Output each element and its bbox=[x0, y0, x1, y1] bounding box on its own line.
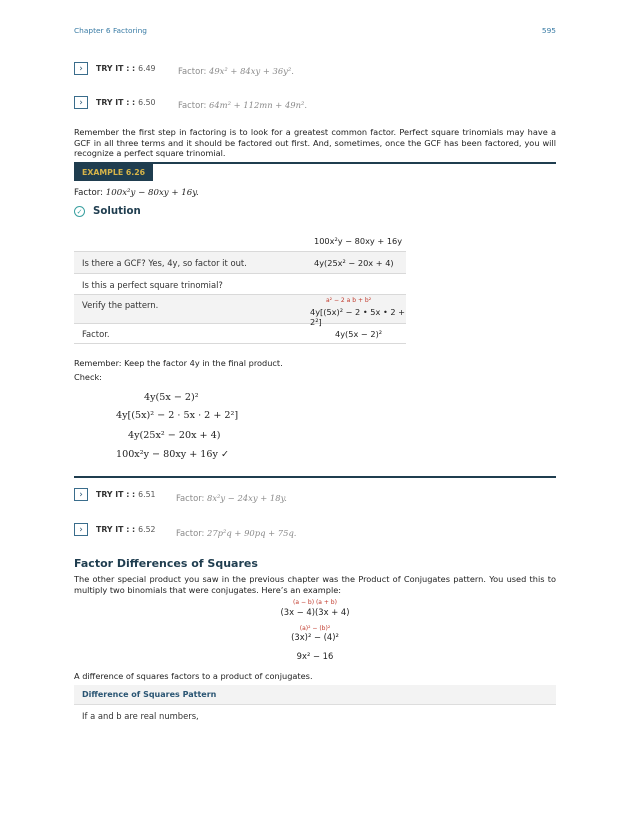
factor-prefix: Factor: bbox=[176, 528, 205, 538]
try-it-6-51 bbox=[74, 488, 156, 501]
step-description: Is there a GCF? Yes, 4y, so factor it out. bbox=[82, 258, 247, 268]
try-it-label: TRY IT : : bbox=[96, 490, 136, 499]
pattern-box-header bbox=[74, 685, 556, 705]
chevron-right-icon: › bbox=[79, 489, 83, 500]
example-badge: EXAMPLE 6.26 bbox=[74, 164, 153, 181]
pattern-box-text: If a and b are real numbers, bbox=[82, 711, 199, 721]
check-line: 100x²y − 80xy + 16y ✓ bbox=[116, 449, 230, 460]
step-result: 4y(5x − 2)² bbox=[335, 329, 383, 339]
step-result: 4y(25x² − 20x + 4) bbox=[314, 258, 394, 268]
solution-heading bbox=[74, 206, 141, 217]
section-paragraph: The other special product you saw in the previous chapter was the Product of Conjugates pattern. You used this to multiply two binomials that were conjugates. Here’s an example: bbox=[74, 574, 556, 595]
remember-note: Remember: Keep the factor 4y in the final product. bbox=[74, 358, 283, 368]
try-it-label: TRY IT : : bbox=[96, 98, 136, 107]
expand-button[interactable] bbox=[74, 62, 88, 75]
factor-prefix: Factor: bbox=[178, 100, 207, 110]
expand-button[interactable] bbox=[74, 488, 88, 501]
try-it-label: TRY IT : : bbox=[96, 525, 136, 534]
try-it-exercise bbox=[176, 493, 287, 503]
table-row bbox=[74, 274, 406, 295]
expand-button[interactable] bbox=[74, 523, 88, 536]
try-it-number: 6.51 bbox=[138, 490, 156, 499]
step-description: Verify the pattern. bbox=[82, 300, 159, 310]
intro-paragraph: Remember the first step in factoring is to look for a greatest common factor. Perfect square trinomials may have a GCF in all three terms and it should be factored out first. And, sometimes, once the GCF has been factored, you will recognize a perfect square trinomial. bbox=[74, 127, 556, 159]
try-it-6-50 bbox=[74, 96, 156, 109]
try-it-6-49 bbox=[74, 62, 156, 75]
pattern-box-row bbox=[74, 706, 556, 722]
pattern-annotation: a² − 2 a b + b² bbox=[326, 297, 372, 304]
conjugates-line: (3x − 4)(3x + 4) bbox=[280, 607, 350, 617]
exercise-expression: 49x² + 84xy + 36y². bbox=[208, 66, 294, 76]
try-it-label: TRY IT : : bbox=[96, 64, 136, 73]
try-it-number: 6.49 bbox=[138, 64, 156, 73]
check-line: 4y(5x − 2)² bbox=[144, 392, 199, 403]
conjugates-annotation: (a − b) (a + b) bbox=[293, 599, 337, 606]
check-line: 4y(25x² − 20x + 4) bbox=[128, 430, 221, 441]
checkmark-circle-icon: ✓ bbox=[74, 206, 85, 217]
pattern-box-title: Difference of Squares Pattern bbox=[82, 690, 217, 699]
factor-prefix: Factor: bbox=[178, 66, 207, 76]
table-row bbox=[74, 230, 406, 252]
chevron-right-icon: › bbox=[79, 97, 83, 108]
factor-prefix: Factor: bbox=[176, 493, 205, 503]
example-expression: 100x²y − 80xy + 16y. bbox=[105, 188, 199, 198]
closing-sentence: A difference of squares factors to a product of conjugates. bbox=[74, 671, 313, 681]
expand-button[interactable] bbox=[74, 96, 88, 109]
step-result: 4y[(5x)² − 2 • 5x • 2 + 2²] bbox=[310, 307, 406, 327]
step-description: Factor. bbox=[82, 329, 110, 339]
chevron-right-icon: › bbox=[79, 524, 83, 535]
page-number: 595 bbox=[541, 26, 556, 35]
example-bottom-rule bbox=[74, 476, 556, 478]
exercise-expression: 8x²y − 24xy + 18y. bbox=[206, 493, 287, 503]
try-it-exercise bbox=[178, 100, 307, 110]
section-title: Factor Differences of Squares bbox=[74, 557, 258, 570]
chapter-title: Chapter 6 Factoring bbox=[74, 26, 147, 35]
page-header bbox=[74, 26, 556, 35]
product-line: 9x² − 16 bbox=[296, 651, 334, 661]
factor-prefix: Factor: bbox=[74, 188, 104, 198]
try-it-exercise bbox=[176, 528, 296, 538]
exercise-expression: 64m² + 112mn + 49n². bbox=[208, 100, 308, 110]
step-description: Is this a perfect square trinomial? bbox=[82, 280, 223, 290]
try-it-number: 6.50 bbox=[138, 98, 156, 107]
exercise-expression: 27p²q + 90pq + 75q. bbox=[206, 528, 297, 538]
solution-label: Solution bbox=[93, 206, 141, 217]
squares-annotation: (a)² − (b)² bbox=[299, 625, 331, 632]
squares-line: (3x)² − (4)² bbox=[291, 632, 339, 642]
check-label: Check: bbox=[74, 372, 102, 382]
check-line: 4y[(5x)² − 2 · 5x · 2 + 2²] bbox=[116, 410, 239, 421]
try-it-6-52 bbox=[74, 523, 156, 536]
try-it-exercise bbox=[178, 66, 294, 76]
table-row bbox=[74, 324, 406, 344]
example-problem bbox=[74, 188, 556, 199]
try-it-number: 6.52 bbox=[138, 525, 156, 534]
chevron-right-icon: › bbox=[79, 63, 83, 74]
starting-expression: 100x²y − 80xy + 16y bbox=[314, 236, 403, 246]
table-row bbox=[74, 295, 406, 327]
table-row bbox=[74, 252, 406, 274]
